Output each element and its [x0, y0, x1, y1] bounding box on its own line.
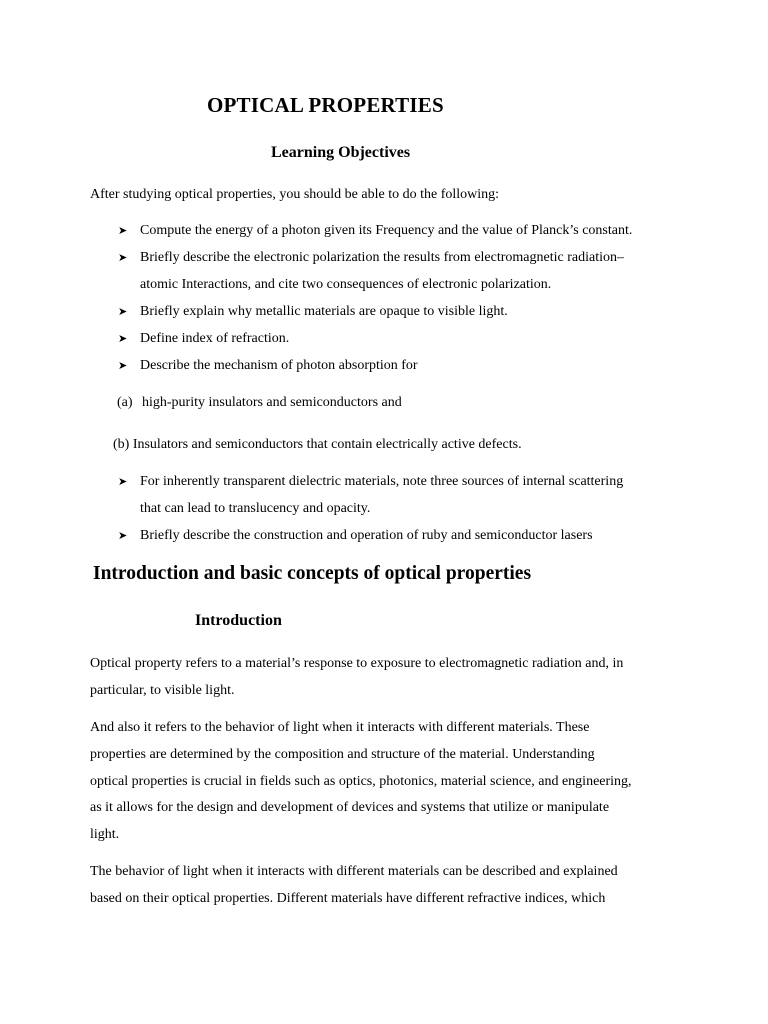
paragraph-line: based on their optical properties. Different materials have different refractive indices, which — [90, 890, 606, 906]
learning-objectives-heading: Learning Objectives — [271, 144, 411, 161]
arrow-bullet-icon: ➤ — [118, 529, 128, 542]
sub-item-a — [117, 389, 402, 416]
objective-text-continued: atomic Interactions, and cite two consequences of electronic polarization. — [140, 277, 552, 292]
objective-text: Briefly explain why metallic materials are opaque to visible light. — [140, 304, 508, 319]
paragraph-line: properties are determined by the composition and structure of the material. Understanding — [90, 746, 595, 762]
paragraph-line: Optical property refers to a material’s response to exposure to electromagnetic radiation and, in — [90, 656, 624, 671]
objective-text: Compute the energy of a photon given its Frequency and the value of Planck’s constant. — [140, 223, 633, 238]
arrow-bullet-icon: ➤ — [118, 251, 128, 264]
arrow-bullet-icon: ➤ — [118, 475, 128, 488]
sub-item-b: (b) Insulators and semiconductors that contain electrically active defects. — [113, 437, 522, 452]
arrow-bullet-icon: ➤ — [118, 224, 128, 237]
paragraph-line: The behavior of light when it interacts with different materials can be described and explained — [90, 864, 618, 879]
objective-text: For inherently transparent dielectric materials, note three sources of internal scattering — [140, 474, 624, 489]
sub-item-text: high-purity insulators and semiconductors and — [142, 395, 402, 410]
page-title: OPTICAL PROPERTIES — [207, 93, 444, 117]
arrow-bullet-icon: ➤ — [118, 332, 128, 345]
paragraph — [90, 859, 690, 913]
arrow-bullet-icon: ➤ — [118, 359, 128, 372]
arrow-bullet-icon: ➤ — [118, 305, 128, 318]
objective-text: Briefly describe the construction and operation of ruby and semiconductor lasers — [140, 528, 593, 543]
paragraph-line: particular, to visible light. — [90, 682, 235, 698]
paragraph — [90, 715, 690, 849]
section-heading: Introduction and basic concepts of optical properties — [93, 563, 532, 584]
paragraph-line: And also it refers to the behavior of light when it interacts with different materials. These — [90, 720, 590, 735]
objective-text: Briefly describe the electronic polarization the results from electromagnetic radiation– — [140, 250, 624, 265]
paragraph — [90, 651, 690, 705]
introduction-heading: Introduction — [195, 612, 282, 629]
objective-text: Describe the mechanism of photon absorption for — [140, 358, 418, 373]
paragraph-line: optical properties is crucial in fields such as optics, photonics, material science, and engineering, — [90, 773, 632, 789]
intro-sentence: After studying optical properties, you should be able to do the following: — [90, 187, 500, 202]
sub-item-label: (a) — [117, 395, 133, 410]
paragraph-line: light. — [90, 827, 120, 843]
paragraph-line: as it allows for the design and development of devices and systems that utilize or manipulate — [90, 800, 610, 816]
objective-text: Define index of refraction. — [140, 331, 290, 346]
objective-text-continued: that can lead to translucency and opacity. — [140, 501, 371, 516]
